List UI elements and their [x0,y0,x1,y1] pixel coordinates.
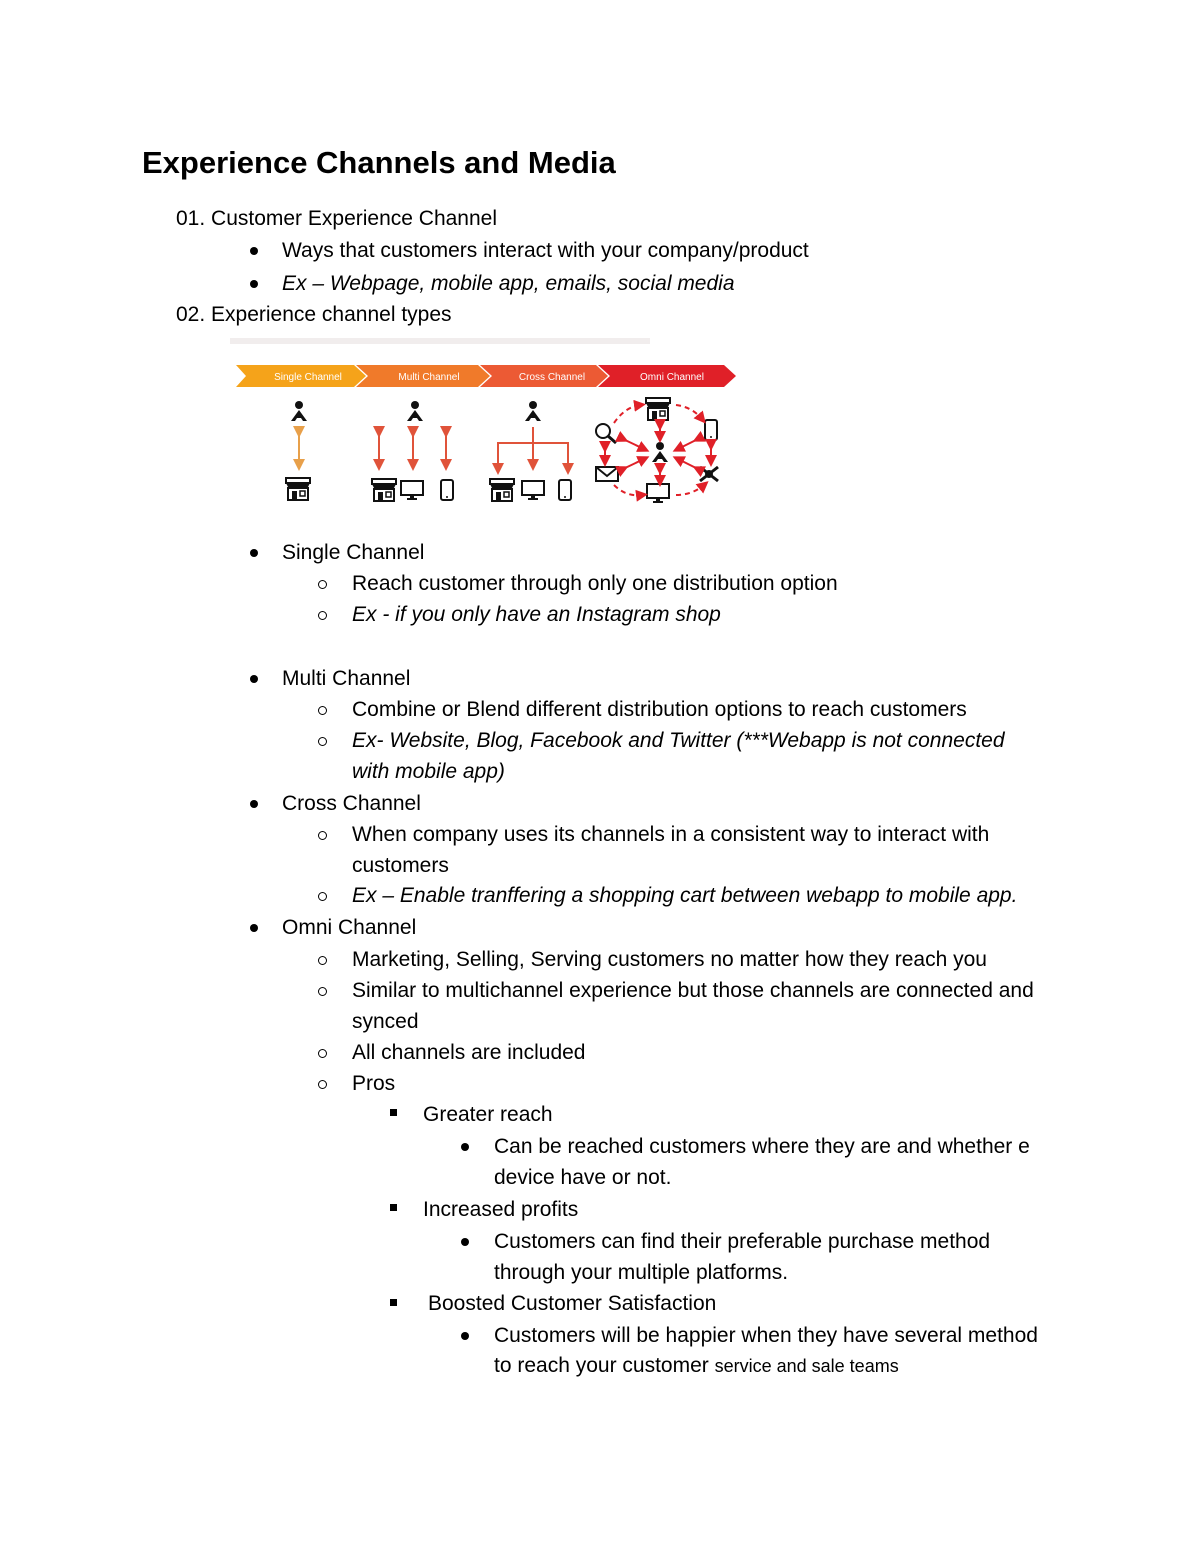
list-item: All channels are included [352,1041,586,1064]
list-item: Ex – Webpage, mobile app, emails, social media [282,272,735,295]
list-item: Reach customer through only one distribution option [352,572,838,595]
phone-icon [705,420,717,440]
store-icon [286,478,310,500]
search-icon [596,424,616,443]
list-item-pros: Pros [352,1072,396,1095]
customer-icon [291,401,307,421]
list-item-continued: synced [352,1010,419,1033]
channel-type-omni: Omni Channel [282,916,417,939]
list-item: When company uses its channels in a consistent way to interact with [352,823,990,846]
bullet-icon [250,280,258,288]
list-item: Ex – Enable tranffering a shopping cart between webapp to mobile app. [352,884,1018,907]
stage-label-multi: Multi Channel [398,372,460,383]
sub-bullet-icon [318,1080,327,1089]
phone-icon [441,480,453,500]
channel-type-single: Single Channel [282,541,425,564]
list-item-continued [494,1354,899,1378]
store-icon [646,398,670,420]
stage-label-omni: Omni Channel [640,372,704,383]
text-segment: to reach your customer [494,1354,709,1377]
sub-bullet-icon [318,831,327,840]
list-item-continued: with mobile app) [352,760,505,783]
sub-bullet-icon [318,706,327,715]
list-item: Ways that customers interact with your company/product [282,239,809,262]
stage-label-single: Single Channel [274,372,342,383]
bullet-icon [250,247,258,255]
list-item: Ex - if you only have an Instagram shop [352,603,721,626]
store-icon [490,479,514,501]
bullet-icon [250,549,258,557]
section-heading-customer-experience-channel: 01. Customer Experience Channel [176,207,498,230]
sub-bullet-icon [318,580,327,589]
pro-greater-reach: Greater reach [423,1103,553,1126]
store-icon [372,479,396,501]
list-item: Can be reached customers where they are and whether e [494,1135,1030,1158]
text-segment-small: service and sale teams [714,1356,899,1376]
sub-bullet-icon [318,892,327,901]
channel-types-diagram [230,335,740,510]
square-bullet-icon [390,1299,397,1306]
sub-bullet-icon [318,1049,327,1058]
bullet-icon [250,800,258,808]
list-item-continued: device have or not. [494,1166,672,1189]
list-item: Customers can find their preferable purchase method [494,1230,991,1253]
bullet-icon [250,675,258,683]
list-item: Similar to multichannel experience but those channels are connected and [352,979,1034,1002]
list-item: Marketing, Selling, Serving customers no matter how they reach you [352,948,987,971]
list-item: Combine or Blend different distribution options to reach customers [352,698,967,721]
section-heading-experience-channel-types: 02. Experience channel types [176,303,452,326]
bullet-icon [461,1332,469,1340]
list-item-continued: customers [352,854,449,877]
bullet-icon [250,924,258,932]
phone-icon [559,480,571,500]
monitor-icon [522,481,544,500]
sub-bullet-icon [318,956,327,965]
page-title: Experience Channels and Media [142,145,616,180]
channel-type-cross: Cross Channel [282,792,421,815]
square-bullet-icon [390,1204,397,1211]
stage-label-cross: Cross Channel [518,372,586,383]
customer-icon [652,442,668,462]
network-icon [700,467,718,481]
bullet-icon [461,1143,469,1151]
pro-boosted-satisfaction: Boosted Customer Satisfaction [428,1292,717,1315]
square-bullet-icon [390,1109,397,1116]
monitor-icon [647,484,669,503]
sub-bullet-icon [318,611,327,620]
email-icon [596,467,618,481]
sub-bullet-icon [318,737,327,746]
channel-type-multi: Multi Channel [282,667,411,690]
pro-increased-profits: Increased profits [423,1198,579,1221]
bullet-icon [461,1238,469,1246]
monitor-icon [401,481,423,500]
list-item: Customers will be happier when they have several method [494,1324,1038,1347]
customer-icon [407,401,423,421]
customer-icon [525,401,541,421]
list-item-continued: through your multiple platforms. [494,1261,789,1284]
list-item: Ex- Website, Blog, Facebook and Twitter (***Webapp is not connected [352,729,1005,752]
sub-bullet-icon [318,987,327,996]
